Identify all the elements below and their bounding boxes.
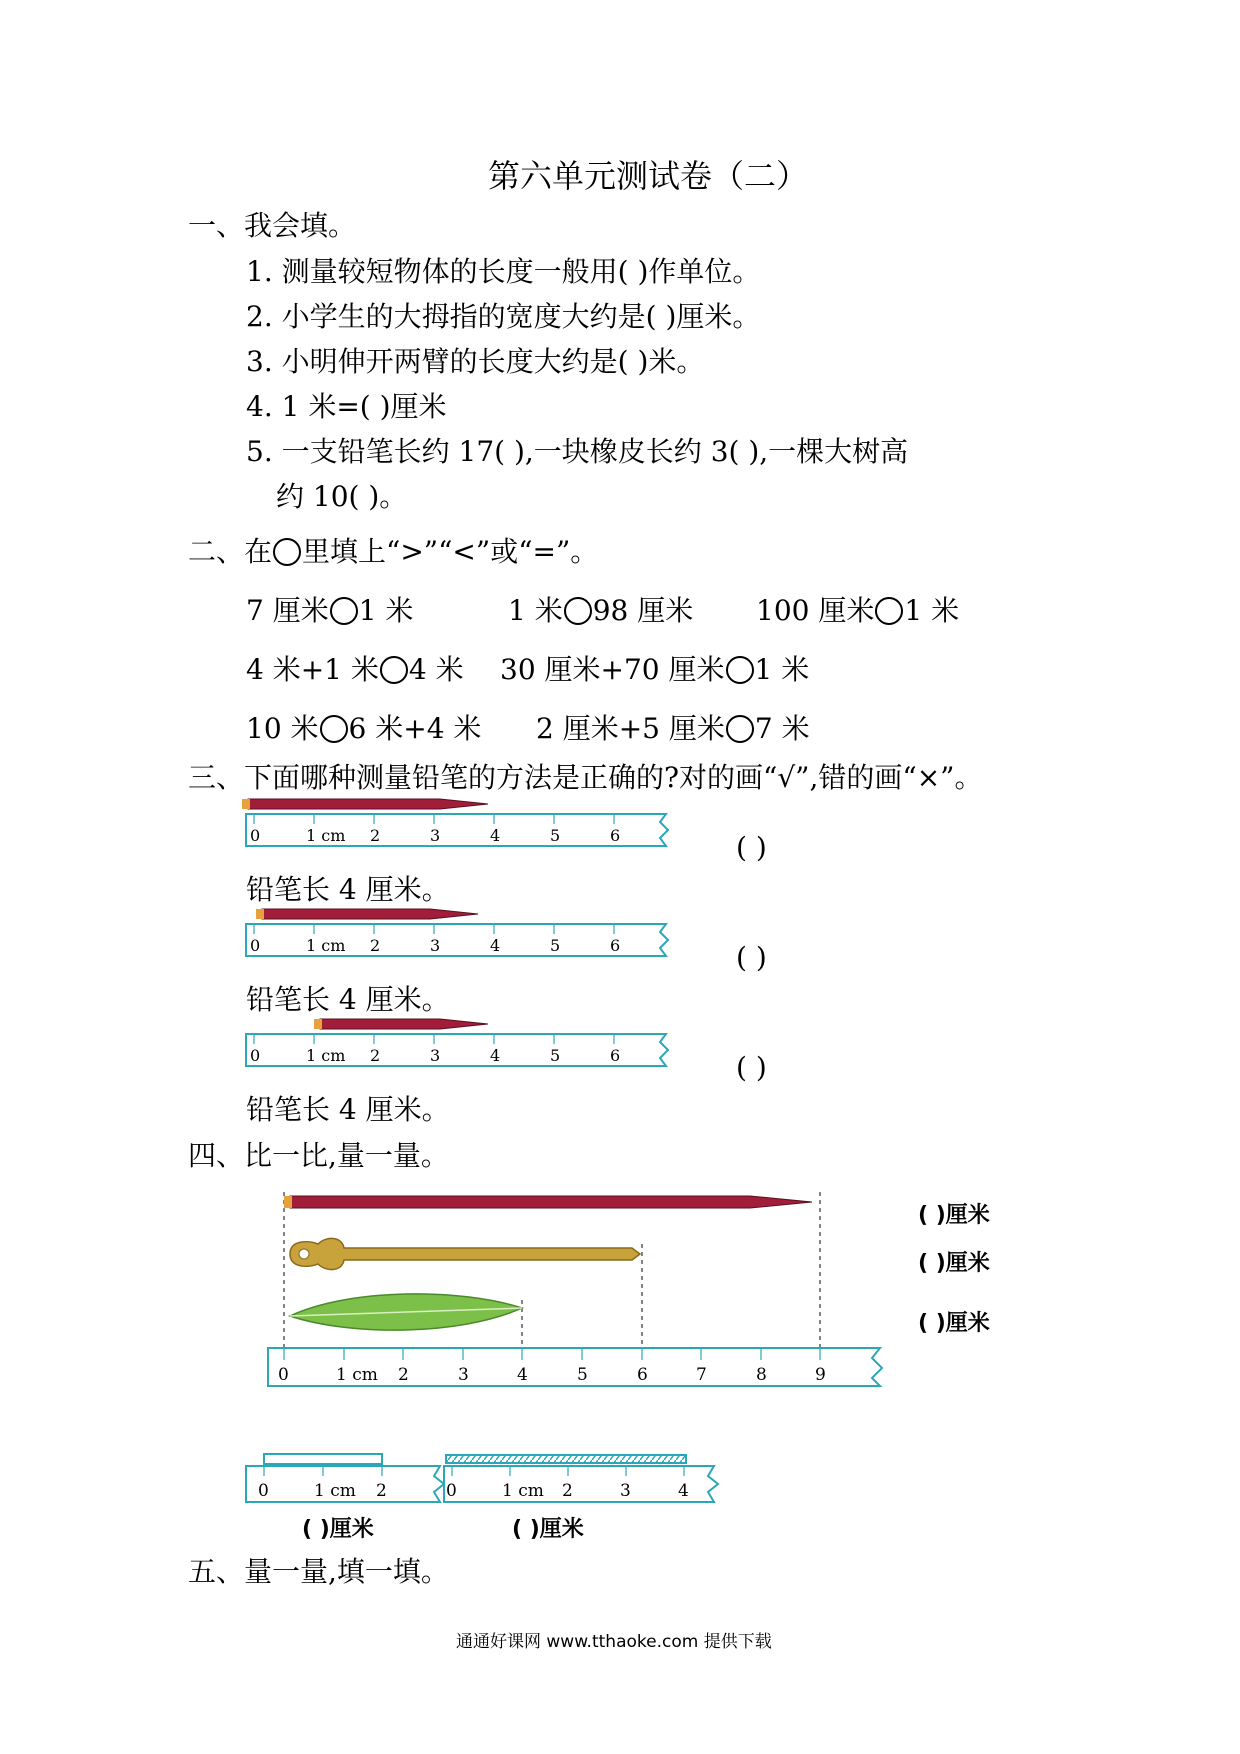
answer-box-3-2[interactable]: ( )	[736, 941, 767, 974]
compare-left: 1 米	[508, 594, 563, 627]
caption-3-2: 铅笔长 4 厘米。	[246, 983, 450, 1016]
compare-circle[interactable]	[726, 715, 754, 743]
answer-small-left[interactable]: ( )厘米	[302, 1517, 374, 1542]
compare-left: 10 米	[246, 712, 319, 745]
compare-1-1	[246, 593, 413, 629]
compare-right: 6 米+4 米	[348, 712, 482, 745]
section-2-heading-pre: 二、在	[188, 535, 273, 568]
ruler-label-2: 2	[370, 1046, 381, 1065]
ruler-label-2: 2	[370, 936, 381, 955]
answer-key-length[interactable]: ( )厘米	[918, 1251, 990, 1276]
compare-circle[interactable]	[320, 715, 348, 743]
circle-icon	[273, 538, 301, 566]
q1-3: 3. 小明伸开两臂的长度大约是( )米。	[246, 345, 705, 378]
answer-pencil-length[interactable]: ( )厘米	[918, 1203, 990, 1228]
section-2-heading-post: 里填上“>”“<”或“=”。	[302, 535, 599, 568]
caption-3-3: 铅笔长 4 厘米。	[246, 1093, 450, 1126]
measured-bar	[446, 1455, 686, 1463]
q1-2: 2. 小学生的大拇指的宽度大约是( )厘米。	[246, 300, 761, 333]
q1-1: 1. 测量较短物体的长度一般用( )作单位。	[246, 255, 761, 288]
pencil-icon	[262, 909, 478, 919]
q1-5-line1: 5. 一支铅笔长约 17( ),一块橡皮长约 3( ),一棵大树高	[246, 435, 909, 468]
page-title: 第六单元测试卷（二）	[488, 157, 809, 195]
q1-5-line2: 约 10( )。	[276, 480, 408, 513]
compare-2-1	[246, 652, 464, 688]
compare-left: 7 厘米	[246, 594, 329, 627]
ruler-icon	[444, 1466, 718, 1502]
compare-1-3	[756, 593, 959, 629]
compare-circle[interactable]	[564, 597, 592, 625]
ruler-label-4: 4	[490, 936, 501, 955]
small-left-label-0: 0	[258, 1481, 269, 1501]
compare-circle[interactable]	[875, 597, 903, 625]
ruler-label-5: 5	[550, 1046, 561, 1065]
footer-text: 通通好课网 www.tthaoke.com 提供下载	[456, 1632, 772, 1652]
answer-box-3-1[interactable]: ( )	[736, 831, 767, 864]
compare-left: 2 厘米+5 厘米	[536, 712, 725, 745]
ruler-label-4: 4	[490, 826, 501, 845]
ruler-label-6: 6	[610, 826, 621, 845]
pencil-end	[242, 799, 250, 809]
ruler-label-0: 0	[250, 936, 261, 955]
section-4-heading: 四、比一比,量一量。	[188, 1139, 449, 1172]
leaf-icon	[290, 1294, 522, 1330]
ruler-label-5: 5	[550, 826, 561, 845]
answer-small-right[interactable]: ( )厘米	[512, 1517, 584, 1542]
compare-1-2	[508, 593, 693, 629]
answer-box-3-3[interactable]: ( )	[736, 1051, 767, 1084]
q1-4: 4. 1 米=( )厘米	[246, 390, 447, 423]
pencil-ruler-figure-2	[240, 906, 680, 966]
big-ruler-label-4: 4	[517, 1365, 528, 1385]
compare-circle[interactable]	[726, 656, 754, 684]
ruler-label-1: 1 cm	[306, 826, 346, 845]
compare-circle[interactable]	[380, 656, 408, 684]
ruler-label-3: 3	[430, 826, 441, 845]
pencil-ruler-figure-1	[240, 796, 680, 856]
section-3-heading: 三、下面哪种测量铅笔的方法是正确的?对的画“√”,错的画“×”。	[188, 761, 983, 794]
big-ruler-label-8: 8	[756, 1365, 767, 1385]
pencil-icon	[320, 1019, 488, 1029]
compare-circle[interactable]	[330, 597, 358, 625]
compare-right: 4 米	[408, 653, 464, 686]
pencil-icon	[290, 1196, 812, 1208]
big-ruler-label-1: 1 cm	[336, 1365, 378, 1385]
ruler-label-0: 0	[250, 826, 261, 845]
ruler-label-2: 2	[370, 826, 381, 845]
ruler-label-1: 1 cm	[306, 936, 346, 955]
big-ruler-label-3: 3	[458, 1365, 469, 1385]
compare-left: 100 厘米	[756, 594, 875, 627]
compare-2-2	[500, 652, 809, 688]
big-ruler-label-6: 6	[637, 1365, 648, 1385]
small-right-label-3: 3	[620, 1481, 631, 1501]
section-2-heading	[188, 534, 598, 570]
caption-3-1: 铅笔长 4 厘米。	[246, 873, 450, 906]
pencil-end	[284, 1196, 292, 1208]
pencil-end	[256, 909, 264, 919]
compare-right: 1 米	[904, 594, 960, 627]
small-left-label-1: 1 cm	[314, 1481, 356, 1501]
ruler-label-0: 0	[250, 1046, 261, 1065]
answer-leaf-length[interactable]: ( )厘米	[918, 1311, 990, 1336]
ruler-label-5: 5	[550, 936, 561, 955]
section-5-heading: 五、量一量,填一填。	[188, 1555, 449, 1588]
small-right-label-1: 1 cm	[502, 1481, 544, 1501]
compare-left: 30 厘米+70 厘米	[500, 653, 725, 686]
pencil-end	[314, 1019, 322, 1029]
key-icon	[290, 1238, 640, 1269]
small-right-label-2: 2	[562, 1481, 573, 1501]
compare-measure-figure	[260, 1188, 900, 1398]
big-ruler-label-0: 0	[278, 1365, 289, 1385]
ruler-label-4: 4	[490, 1046, 501, 1065]
ruler-label-3: 3	[430, 1046, 441, 1065]
compare-right: 1 米	[358, 594, 414, 627]
measured-bar	[264, 1454, 382, 1464]
compare-left: 4 米+1 米	[246, 653, 379, 686]
section-1-heading: 一、我会填。	[188, 209, 357, 242]
ruler-label-3: 3	[430, 936, 441, 955]
ruler-label-1: 1 cm	[306, 1046, 346, 1065]
compare-right: 98 厘米	[592, 594, 694, 627]
big-ruler-label-2: 2	[398, 1365, 409, 1385]
compare-right: 1 米	[754, 653, 810, 686]
big-ruler-label-5: 5	[577, 1365, 588, 1385]
pencil-ruler-figure-3	[240, 1016, 680, 1076]
ruler-label-6: 6	[610, 1046, 621, 1065]
compare-right: 7 米	[754, 712, 810, 745]
small-left-label-2: 2	[376, 1481, 387, 1501]
small-right-label-0: 0	[446, 1481, 457, 1501]
ruler-label-6: 6	[610, 936, 621, 955]
compare-3-1	[246, 711, 481, 747]
pencil-icon	[248, 799, 488, 809]
big-ruler-label-7: 7	[696, 1365, 707, 1385]
big-ruler-label-9: 9	[815, 1365, 826, 1385]
compare-3-2	[536, 711, 810, 747]
small-right-label-4: 4	[678, 1481, 689, 1501]
